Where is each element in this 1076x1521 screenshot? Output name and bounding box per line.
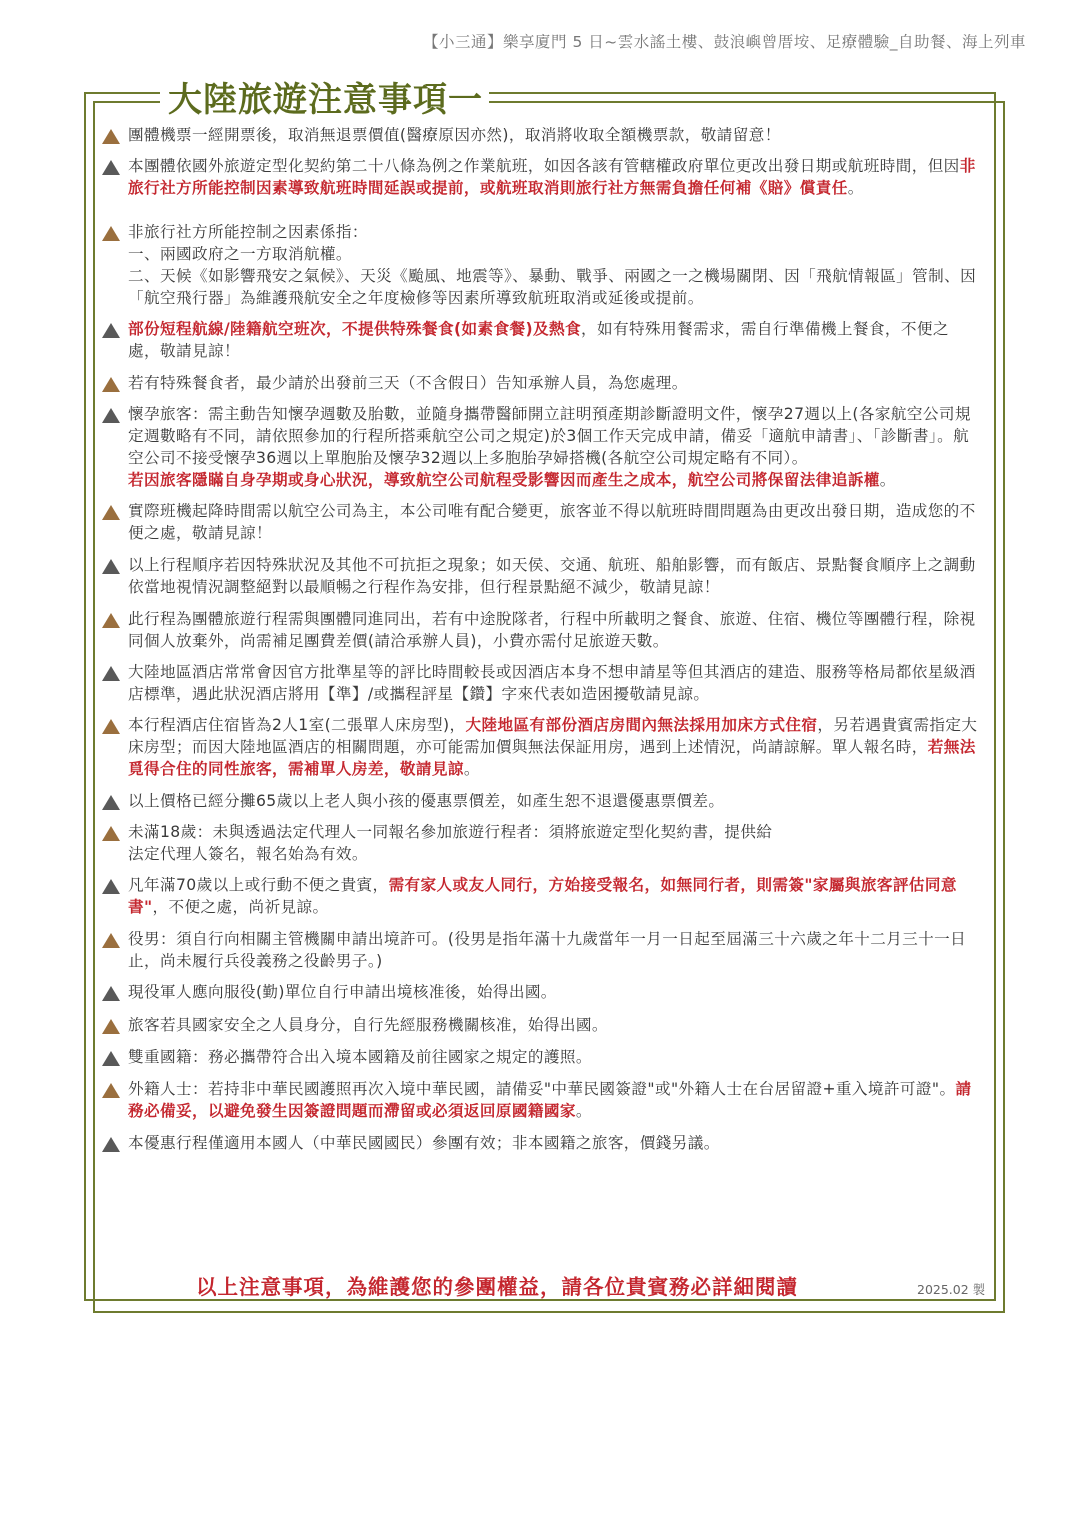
body-text: 非旅行社方所能控制之因素係指： 一、兩國政府之一方取消航權。 二、天候《如影響飛安之氣候》、天災《颱風、地震等》、暴動、戰爭、兩國之一之機場關閉、因「飛航情報區」管制、因「航空飛行器」為維護飛航安全之年度檢修等因素所導致航班取消或延後或提前。 [128, 223, 977, 307]
body-text: 實際班機起降時間需以航空公司為主，本公司唯有配合變更，旅客並不得以航班時間問題為由更改出發日期，造成您的不便之處，敬請見諒！ [128, 502, 976, 542]
triangle-bullet-icon [102, 1137, 120, 1152]
triangle-bullet-icon [102, 986, 120, 1001]
notice-item-text [128, 928, 978, 972]
notice-item [102, 403, 978, 491]
body-text: 大陸地區酒店常常會因官方批準星等的評比時間較長或因酒店本身不想申請星等但其酒店的建造、服務等格局都依星級酒店標準，遇此狀況酒店將用【準】/或攜程評星【鑽】字來代表如造困擾敬請見諒。 [128, 663, 976, 703]
body-text: 本團體依國外旅遊定型化契約第二十八條為例之作業航班，如因各該有管轄權政府單位更改出發日期或航班時間，但因 [128, 157, 960, 175]
body-text: 凡年滿70歲以上或行動不便之貴賓， [128, 876, 389, 894]
notice-item-text [128, 821, 978, 865]
notice-item [102, 318, 978, 362]
notice-item [102, 124, 978, 146]
notice-title-wrap [160, 72, 489, 121]
notice-item [102, 790, 978, 812]
notice-item-text [128, 1014, 978, 1036]
notice-item [102, 1014, 978, 1036]
body-text: 若有特殊餐食者，最少請於出發前三天（不含假日）告知承辦人員，為您處理。 [128, 374, 688, 392]
notice-item [102, 1132, 978, 1154]
notice-item [102, 1046, 978, 1068]
body-text: 團體機票一經開票後，取消無退票價值(醫療原因亦然)，取消將收取全額機票款，敬請留意！ [128, 126, 781, 144]
body-text: 懷孕旅客：需主動告知懷孕週數及胎數，並隨身攜帶醫師開立註明預產期診斷證明文件，懷孕27週以上(各家航空公司規定週數略有不同，請依照參加的行程所搭乘航空公司之規定)於3個工作天完成申請，備妥「適航申請書」、「診斷書」。航空公司不接受懷孕36週以上單胞胎及懷孕32週以上多胞胎孕婦搭機(各航空公司規定略有不同）。 [128, 405, 971, 467]
emphasis-text: 需有家人或友人同行，方始接受報名，如無同行者，則需簽"家屬與旅客評估同意書" [128, 876, 957, 916]
triangle-bullet-icon [102, 505, 120, 520]
triangle-bullet-icon [102, 795, 120, 810]
body-text: 。 [463, 760, 480, 778]
notice-title: 大陸旅遊注意事項一 [168, 80, 483, 120]
notice-item-text [128, 500, 978, 544]
body-text: ，另若遇貴賓需指定大床房型；而因大陸地區酒店的相關問題，亦可能需加價與無法保証用房，遇到上述情況，尚請諒解。單人報名時， [128, 716, 978, 756]
triangle-bullet-icon [102, 666, 120, 681]
body-text: 役男：須自行向相關主管機關申請出境許可。(役男是指年滿十九歲當年一月一日起至屆滿三十六歲之年十二月三十一日止，尚未履行兵役義務之役齡男子。) [128, 930, 967, 970]
notice-item [102, 981, 978, 1003]
triangle-bullet-icon [102, 933, 120, 948]
notice-item [102, 372, 978, 394]
triangle-bullet-icon [102, 129, 120, 144]
notice-item [102, 221, 978, 309]
notice-item [102, 821, 978, 865]
body-text: 。 [879, 471, 896, 489]
notice-item-text [128, 372, 978, 394]
triangle-bullet-icon [102, 1019, 120, 1034]
notice-item-text [128, 608, 978, 652]
triangle-bullet-icon [102, 226, 120, 241]
triangle-bullet-icon [102, 613, 120, 628]
triangle-bullet-icon [102, 879, 120, 894]
emphasis-text: 部份短程航線/陸籍航空班次，不提供特殊餐食(如素食餐)及熱食 [128, 320, 581, 338]
emphasis-text: 若無法覓得合住的同性旅客，需補單人房差，敬請見諒 [128, 738, 976, 778]
notice-footer: 以上注意事項，為維護您的參團權益，請各位貴賓務必詳細閱讀 [196, 1275, 798, 1299]
notice-item [102, 155, 978, 199]
notice-item [102, 500, 978, 544]
notice-item-text [128, 155, 978, 199]
notice-item-text [128, 1078, 978, 1122]
body-text: 雙重國籍：務必攜帶符合出入境本國籍及前往國家之規定的護照。 [128, 1048, 592, 1066]
notice-item [102, 661, 978, 705]
notice-item [102, 554, 978, 598]
triangle-bullet-icon [102, 377, 120, 392]
body-text: ，不便之處，尚祈見諒。 [152, 898, 329, 916]
emphasis-text: 非旅行社方所能控制因素導致航班時間延誤或提前，或航班取消則旅行社方無需負擔任何補《賠》償責任 [128, 157, 976, 197]
triangle-bullet-icon [102, 719, 120, 734]
body-text: 此行程為團體旅遊行程需與團體同進同出，若有中途脫隊者，行程中所載明之餐食、旅遊、住宿、機位等團體行程，除視同個人放棄外，尚需補足團費差價(請洽承辦人員)，小費亦需付足旅遊天數。 [128, 610, 976, 650]
notice-item-text [128, 554, 978, 598]
notice-item-text [128, 318, 978, 362]
body-text: 未滿18歲：未與透過法定代理人一同報名參加旅遊行程者：須將旅遊定型化契約書，提供給 法定代理人簽名，報名始為有效。 [128, 823, 773, 863]
emphasis-text: 請務必備妥，以避免發生因簽證問題而滯留或必須返回原國籍國家 [128, 1080, 972, 1120]
body-text: 。 [847, 179, 864, 197]
notice-item-text [128, 874, 978, 918]
notice-item [102, 608, 978, 652]
body-text: 。 [575, 1102, 592, 1120]
triangle-bullet-icon [102, 160, 120, 175]
body-text: 現役軍人應向服役(勤)單位自行申請出境核准後，始得出國。 [128, 983, 557, 1001]
notice-item-text [128, 661, 978, 705]
tour-title-header: 【小三通】樂享廈門 5 日~雲水謠土樓、鼓浪嶼曾厝垵、足療體驗_自助餐、海上列車 [423, 33, 1026, 51]
emphasis-text: 若因旅客隱瞞自身孕期或身心狀況，導致航空公司航程受影響因而產生之成本，航空公司將保留法律追訴權 [128, 471, 880, 489]
body-text: 本行程酒店住宿皆為2人1室(二張單人床房型)， [128, 716, 466, 734]
notice-item [102, 1078, 978, 1122]
triangle-bullet-icon [102, 826, 120, 841]
body-text: 以上行程順序若因特殊狀況及其他不可抗拒之現象；如天侯、交通、航班、船舶影響，而有飯店、景點餐食順序上之調動依當地視情況調整絕對以最順暢之行程作為安排，但行程景點絕不減少，敬請見諒！ [128, 556, 976, 596]
triangle-bullet-icon [102, 1051, 120, 1066]
notice-item-text [128, 1132, 978, 1154]
triangle-bullet-icon [102, 1083, 120, 1098]
notice-item [102, 928, 978, 972]
notice-item-text [128, 1046, 978, 1068]
notice-item [102, 714, 978, 780]
notice-item-text [128, 790, 978, 812]
notice-item [102, 874, 978, 918]
triangle-bullet-icon [102, 408, 120, 423]
body-text: 以上價格已經分攤65歲以上老人與小孩的優惠票價差，如產生恕不退還優惠票價差。 [128, 792, 725, 810]
emphasis-text: 大陸地區有部份酒店房間內無法採用加床方式住宿 [465, 716, 818, 734]
notice-item-text [128, 714, 978, 780]
notice-item-text [128, 221, 978, 309]
body-text: ，如有特殊用餐需求，需自行準備機上餐食，不便之處，敬請見諒！ [128, 320, 949, 360]
triangle-bullet-icon [102, 323, 120, 338]
notice-item-text [128, 124, 978, 146]
notice-item-text [128, 981, 978, 1003]
notice-list [102, 124, 978, 1154]
notice-item-text [128, 403, 978, 491]
body-text: 外籍人士：若持非中華民國護照再次入境中華民國，請備妥"中華民國簽證"或"外籍人士在台居留證+重入境許可證"。 [128, 1080, 956, 1098]
notice-date: 2025.02 製 [917, 1282, 986, 1297]
triangle-bullet-icon [102, 559, 120, 574]
body-text: 旅客若具國家安全之人員身分，自行先經服務機關核准，始得出國。 [128, 1016, 608, 1034]
body-text: 本優惠行程僅適用本國人（中華民國國民）參團有效；非本國籍之旅客，價錢另議。 [128, 1134, 720, 1152]
